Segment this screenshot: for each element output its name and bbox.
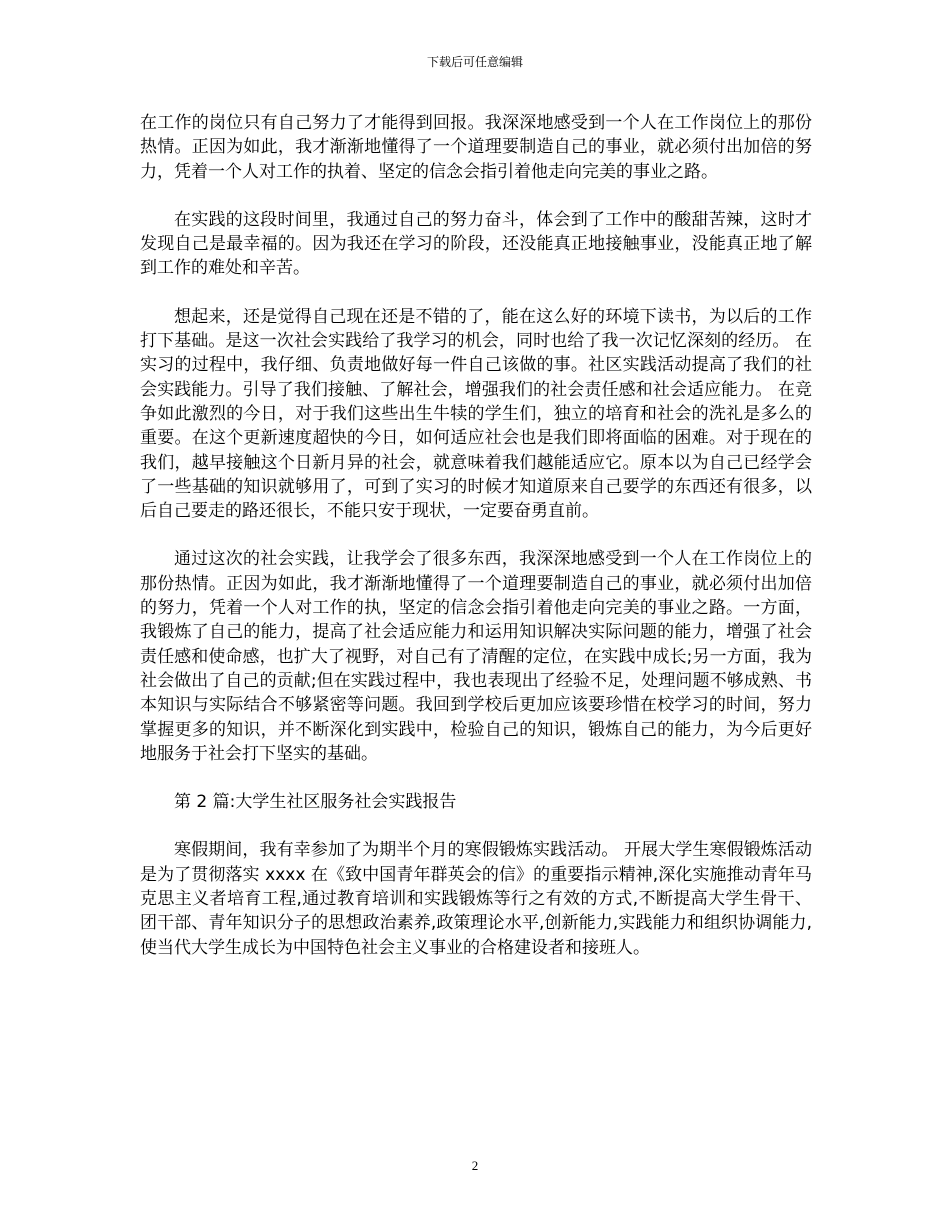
paragraph-3: 想起来，还是觉得自己现在还是不错的了，能在这么好的环境下读书，为以后的工作打下基础。是这一次社会实践给了我学习的机会，同时也给了我一次记忆深刻的经历。 在实习的过程中，我仔细、负责地做好每一件自己该做的事。社区实践活动提高了我们的社会实践能力。引导了我们接触、了解社会，增强我们的社会责任感和社会适应能力。 在竞争如此激烈的今日，对于我们这些出生牛犊的学生们，独立的培育和社会的洗礼是多么的重要。在这个更新速度超快的今日，如何适应社会也是我们即将面临的困难。对于现在的我们，越早接触这个日新月异的社会，就意味着我们越能适应它。原本以为自己已经学会了一些基础的知识就够用了，可到了实习的时候才知道原来自己要学的东西还有很多，以后自己要走的路还很长，不能只安于现状，一定要奋勇直前。	[140, 306, 812, 522]
paragraph-1: 在工作的岗位只有自己努力了才能得到回报。我深深地感受到一个人在工作岗位上的那份热情。正因为如此，我才渐渐地懂得了一个道理要制造自己的事业，就必须付出加倍的努力，凭着一个人对工作的执着、坚定的信念会指引着他走向完美的事业之路。	[140, 113, 812, 182]
page-number: 2	[471, 1158, 479, 1173]
document-body	[140, 111, 812, 984]
paragraph-5: 寒假期间，我有幸参加了为期半个月的寒假锻炼实践活动。 开展大学生寒假锻炼活动是为了贯彻落实 xxxx 在《致中国青年群英会的信》的重要指示精神,深化实施推动青年马克思主义者培育工程,通过教育培训和实践锻炼等行之有效的方式,不断提高大学生骨干、团干部、青年知识分子的思想政治素养,政策理论水平,创新能力,实践能力和组织协调能力,使当代大学生成长为中国特色社会主义事业的合格建设者和接班人。	[140, 840, 812, 958]
page-header: 下载后可任意编辑	[426, 55, 523, 69]
section-heading: 第 2 篇:大学生社区服务社会实践报告	[174, 792, 457, 813]
paragraph-4: 通过这次的社会实践，让我学会了很多东西，我深深地感受到一个人在工作岗位上的那份热情。正因为如此，我才渐渐地懂得了一个道理要制造自己的事业，就必须付出加倍的努力，凭着一个人对工作的执，坚定的信念会指引着他走向完美的事业之路。一方面，我锻炼了自己的能力，提高了社会适应能力和运用知识解决实际问题的能力，增强了社会责任感和使命感，也扩大了视野，对自己有了清醒的定位，在实践中成长;另一方面，我为社会做出了自己的贡献;但在实践过程中，我也表现出了经验不足，处理问题不够成熟、书本知识与实际结合不够紧密等问题。我回到学校后更加应该要珍惜在校学习的时间，努力掌握更多的知识，并不断深化到实践中，检验自己的知识，锻炼自己的能力，为今后更好地服务于社会打下坚实的基础。	[140, 549, 812, 764]
paragraph-2: 在实践的这段时间里，我通过自己的努力奋斗，体会到了工作中的酸甜苦辣，这时才发现自己是最幸福的。因为我还在学习的阶段，还没能真正地接触事业，没能真正地了解到工作的难处和辛苦。	[140, 209, 812, 279]
